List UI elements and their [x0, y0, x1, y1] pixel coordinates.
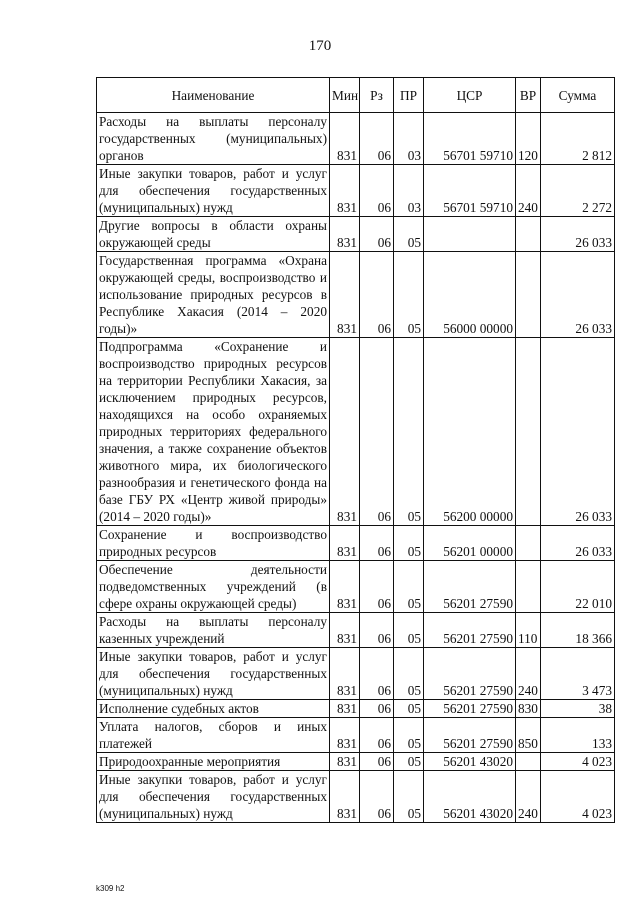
page-number: 170: [308, 38, 332, 54]
table-row: [97, 718, 615, 753]
row-rz: 06: [360, 700, 394, 718]
table-row: [97, 113, 615, 165]
row-sum: 26 033: [541, 526, 615, 561]
row-csr: 56201 27590: [424, 718, 516, 753]
row-vr: 830: [516, 700, 541, 718]
table-row: [97, 648, 615, 700]
table-row: [97, 165, 615, 217]
column-header-pr: ПР: [394, 78, 424, 113]
row-pr: 05: [394, 700, 424, 718]
row-name: Природоохранные мероприятия: [97, 753, 330, 771]
row-name: Иные закупки товаров, работ и услуг для обеспечения государственных (муниципальных) нужд: [97, 771, 330, 823]
row-name: Уплата налогов, сборов и иных платежей: [97, 718, 330, 753]
row-pr: 05: [394, 217, 424, 252]
row-pr: 03: [394, 165, 424, 217]
row-name: Иные закупки товаров, работ и услуг для обеспечения государственных (муниципальных) нужд: [97, 648, 330, 700]
row-rz: 06: [360, 526, 394, 561]
row-name: Расходы на выплаты персоналу казенных учреждений: [97, 613, 330, 648]
column-header-min: Мин: [330, 78, 360, 113]
row-min: 831: [330, 718, 360, 753]
table-row: [97, 526, 615, 561]
row-vr: 240: [516, 648, 541, 700]
row-csr: 56201 00000: [424, 526, 516, 561]
row-csr: 56201 43020: [424, 753, 516, 771]
row-sum: 2 272: [541, 165, 615, 217]
row-csr: 56201 27590: [424, 700, 516, 718]
row-pr: 05: [394, 648, 424, 700]
row-min: 831: [330, 113, 360, 165]
row-vr: 850: [516, 718, 541, 753]
row-csr: 56701 59710: [424, 165, 516, 217]
row-sum: 133: [541, 718, 615, 753]
row-sum: 26 033: [541, 338, 615, 526]
row-min: 831: [330, 700, 360, 718]
row-pr: 05: [394, 718, 424, 753]
row-min: 831: [330, 771, 360, 823]
row-csr: 56201 27590: [424, 613, 516, 648]
row-min: 831: [330, 165, 360, 217]
row-sum: 4 023: [541, 753, 615, 771]
table-row: [97, 561, 615, 613]
row-name: Подпрограмма «Сохранение и воспроизводство природных ресурсов на территории Республики Хакасия, за исключением природных ресурсов, находящихся на особо охраняемых природных территориях федерального значения, а также сохранение объектов животного мира, их биологического разнообразия и генетического фонда на базе ГБУ РХ «Центр живой природы» (2014 – 2020 годы)»: [97, 338, 330, 526]
table-row: [97, 753, 615, 771]
row-sum: 18 366: [541, 613, 615, 648]
row-csr: 56200 00000: [424, 338, 516, 526]
row-name: Государственная программа «Охрана окружающей среды, воспроизводство и использование природных ресурсов в Республике Хакасия (2014 – 2020 годы)»: [97, 252, 330, 338]
table-row: [97, 252, 615, 338]
row-name: Обеспечение деятельности подведомственных учреждений (в сфере охраны окружающей среды): [97, 561, 330, 613]
row-rz: 06: [360, 753, 394, 771]
row-csr: 56701 59710: [424, 113, 516, 165]
row-csr: 56201 27590: [424, 648, 516, 700]
row-vr: 240: [516, 771, 541, 823]
row-pr: 05: [394, 526, 424, 561]
row-name: Исполнение судебных актов: [97, 700, 330, 718]
row-sum: 38: [541, 700, 615, 718]
row-name: Расходы на выплаты персоналу государственных (муниципальных) органов: [97, 113, 330, 165]
column-header-rz: Рз: [360, 78, 394, 113]
row-min: 831: [330, 526, 360, 561]
row-rz: 06: [360, 217, 394, 252]
row-sum: 26 033: [541, 252, 615, 338]
row-vr: 110: [516, 613, 541, 648]
row-pr: 05: [394, 561, 424, 613]
row-pr: 03: [394, 113, 424, 165]
row-min: 831: [330, 753, 360, 771]
row-pr: 05: [394, 338, 424, 526]
table-header-row: [97, 78, 615, 113]
row-pr: 05: [394, 753, 424, 771]
row-sum: 3 473: [541, 648, 615, 700]
row-min: 831: [330, 561, 360, 613]
column-header-name: Наименование: [97, 78, 330, 113]
row-rz: 06: [360, 165, 394, 217]
row-rz: 06: [360, 113, 394, 165]
row-pr: 05: [394, 613, 424, 648]
row-name: Сохранение и воспроизводство природных ресурсов: [97, 526, 330, 561]
column-header-csr: ЦСР: [424, 78, 516, 113]
row-rz: 06: [360, 252, 394, 338]
row-rz: 06: [360, 771, 394, 823]
row-pr: 05: [394, 252, 424, 338]
footer-code: k309 h2: [96, 884, 125, 893]
table-row: [97, 613, 615, 648]
budget-table: [96, 77, 615, 823]
row-vr: [516, 217, 541, 252]
table-row: [97, 217, 615, 252]
row-vr: [516, 561, 541, 613]
row-sum: 4 023: [541, 771, 615, 823]
row-min: 831: [330, 252, 360, 338]
row-name: Другие вопросы в области охраны окружающей среды: [97, 217, 330, 252]
row-rz: 06: [360, 718, 394, 753]
row-vr: [516, 753, 541, 771]
row-csr: 56201 43020: [424, 771, 516, 823]
row-pr: 05: [394, 771, 424, 823]
row-vr: 120: [516, 113, 541, 165]
row-min: 831: [330, 648, 360, 700]
row-min: 831: [330, 613, 360, 648]
row-rz: 06: [360, 613, 394, 648]
row-csr: [424, 217, 516, 252]
row-csr: 56201 27590: [424, 561, 516, 613]
table-row: [97, 771, 615, 823]
column-header-vr: ВР: [516, 78, 541, 113]
row-vr: 240: [516, 165, 541, 217]
table-row: [97, 338, 615, 526]
row-sum: 22 010: [541, 561, 615, 613]
row-rz: 06: [360, 561, 394, 613]
row-rz: 06: [360, 648, 394, 700]
row-sum: 26 033: [541, 217, 615, 252]
row-csr: 56000 00000: [424, 252, 516, 338]
row-min: 831: [330, 338, 360, 526]
column-header-sum: Сумма: [541, 78, 615, 113]
row-min: 831: [330, 217, 360, 252]
row-name: Иные закупки товаров, работ и услуг для обеспечения государственных (муниципальных) нужд: [97, 165, 330, 217]
table-row: [97, 700, 615, 718]
row-vr: [516, 338, 541, 526]
row-sum: 2 812: [541, 113, 615, 165]
row-vr: [516, 252, 541, 338]
row-rz: 06: [360, 338, 394, 526]
row-vr: [516, 526, 541, 561]
